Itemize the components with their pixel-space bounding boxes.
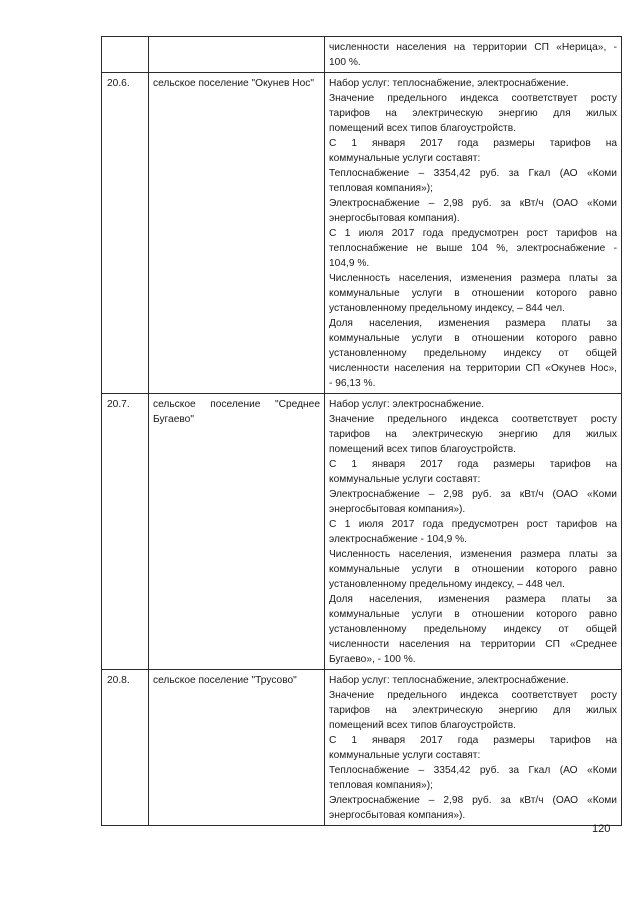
detail-line: Бугаево», - 100 %.: [329, 654, 416, 665]
settlement-name: сельское поселение "Трусово": [149, 670, 325, 826]
tariff-table-body: [102, 37, 622, 826]
detail-line: Доля населения, изменения размера платы за: [329, 594, 617, 605]
tariff-table: [101, 36, 622, 826]
service-details: [325, 670, 622, 826]
detail-line: Электроснабжение – 2,98 руб. за кВт/ч (ОАО «Коми: [329, 198, 617, 209]
settlement-name: сельское поселение "Окунев Нос": [149, 73, 325, 394]
detail-line: коммунальные услуги составят:: [329, 750, 481, 761]
detail-line: коммунальные услуги в отношении которого равно: [329, 609, 617, 620]
detail-line: коммунальные услуги составят:: [329, 474, 481, 485]
detail-line: тарифов на электрическую энергию для жилых: [329, 705, 617, 716]
detail-line: теплоснабжение не выше 104 %, электроснабжение -: [329, 243, 617, 254]
detail-line: Теплоснабжение – 3354,42 руб. за Гкал (АО «Коми: [329, 765, 617, 776]
detail-line: С 1 января 2017 года размеры тарифов на: [329, 735, 617, 746]
detail-line: Теплоснабжение – 3354,42 руб. за Гкал (АО «Коми: [329, 168, 617, 179]
detail-line: энергосбытовая компания»).: [329, 504, 466, 515]
detail-line: коммунальные услуги в отношении которого равно: [329, 333, 617, 344]
detail-line: Набор услуг: электроснабжение.: [329, 399, 485, 410]
detail-line: энергосбытовая компания»).: [329, 810, 466, 821]
detail-line: С 1 июля 2017 года предусмотрен рост тарифов на: [329, 228, 617, 239]
detail-paragraph: [329, 763, 617, 793]
detail-line: тарифов на электрическую энергию для жилых: [329, 429, 617, 440]
detail-line: помещений всех типов благоустройств.: [329, 123, 516, 134]
table-row: [102, 73, 622, 394]
detail-paragraph: [329, 397, 617, 412]
detail-line: коммунальные услуги в отношении которого равно: [329, 288, 617, 299]
detail-line: С 1 января 2017 года размеры тарифов на: [329, 138, 617, 149]
detail-paragraph: [329, 316, 617, 391]
detail-line: тепловая компания»);: [329, 183, 433, 194]
detail-paragraph: [329, 226, 617, 271]
detail-paragraph: [329, 592, 617, 667]
detail-line: численности населения на территории СП «Окунев Нос»,: [329, 363, 617, 374]
detail-line: Численность населения, изменения размера платы за: [329, 549, 617, 560]
settlement-name: [149, 37, 325, 73]
table-row: [102, 670, 622, 826]
detail-line: помещений всех типов благоустройств.: [329, 444, 516, 455]
detail-line: Значение предельного индекса соответствует росту: [329, 93, 617, 104]
detail-line: тарифов на электрическую энергию для жилых: [329, 108, 617, 119]
detail-paragraph: [329, 76, 617, 91]
row-number: [102, 37, 149, 73]
detail-line: Электроснабжение – 2,98 руб. за кВт/ч (ОАО «Коми: [329, 795, 617, 806]
row-number: 20.6.: [102, 73, 149, 394]
detail-paragraph: [329, 91, 617, 136]
detail-line: Значение предельного индекса соответствует росту: [329, 414, 617, 425]
detail-paragraph: [329, 487, 617, 517]
detail-line: 100 %.: [329, 57, 361, 68]
detail-line: Численность населения, изменения размера платы за: [329, 273, 617, 284]
detail-paragraph: [329, 412, 617, 457]
detail-line: Набор услуг: теплоснабжение, электроснабжение.: [329, 675, 569, 686]
detail-line: тепловая компания»);: [329, 780, 433, 791]
detail-paragraph: [329, 457, 617, 487]
detail-line: помещений всех типов благоустройств.: [329, 720, 516, 731]
detail-line: установленному предельному индексу, – 448 чел.: [329, 579, 565, 590]
detail-paragraph: [329, 196, 617, 226]
detail-paragraph: [329, 166, 617, 196]
detail-line: численности населения на территории СП «Среднее: [329, 639, 617, 650]
detail-line: Значение предельного индекса соответствует росту: [329, 690, 617, 701]
detail-line: установленному предельному индексу, – 844 чел.: [329, 303, 565, 314]
table-row: [102, 394, 622, 670]
row-number: 20.7.: [102, 394, 149, 670]
detail-paragraph: [329, 547, 617, 592]
detail-line: Доля населения, изменения размера платы за: [329, 318, 617, 329]
detail-paragraph: [329, 793, 617, 823]
service-details: [325, 394, 622, 670]
detail-line: - 96,13 %.: [329, 378, 376, 389]
detail-paragraph: [329, 733, 617, 763]
detail-line: установленному предельному индексу от общей: [329, 348, 617, 359]
detail-line: электроснабжение - 104,9 %.: [329, 534, 467, 545]
detail-line: Электроснабжение – 2,98 руб. за кВт/ч (ОАО «Коми: [329, 489, 617, 500]
detail-paragraph: [329, 136, 617, 166]
detail-line: коммунальные услуги составят:: [329, 153, 481, 164]
detail-paragraph: [329, 517, 617, 547]
service-details: [325, 37, 622, 73]
detail-line: коммунальные услуги в отношении которого равно: [329, 564, 617, 575]
detail-line: энергосбытовая компания).: [329, 213, 460, 224]
detail-line: численности населения на территории СП «Нерица», -: [329, 42, 617, 53]
row-number: 20.8.: [102, 670, 149, 826]
detail-paragraph: [329, 673, 617, 688]
detail-line: Набор услуг: теплоснабжение, электроснабжение.: [329, 78, 569, 89]
detail-line: 104,9 %.: [329, 258, 370, 269]
service-details: [325, 73, 622, 394]
detail-paragraph: [329, 271, 617, 316]
detail-line: установленному предельному индексу от общей: [329, 624, 617, 635]
detail-line: С 1 июля 2017 года предусмотрен рост тарифов на: [329, 519, 617, 530]
settlement-name: сельское поселение "Среднее Бугаево": [149, 394, 325, 670]
detail-line: С 1 января 2017 года размеры тарифов на: [329, 459, 617, 470]
table-row: [102, 37, 622, 73]
page-number: 120: [592, 823, 611, 835]
detail-paragraph: [329, 688, 617, 733]
detail-paragraph: [329, 40, 617, 70]
